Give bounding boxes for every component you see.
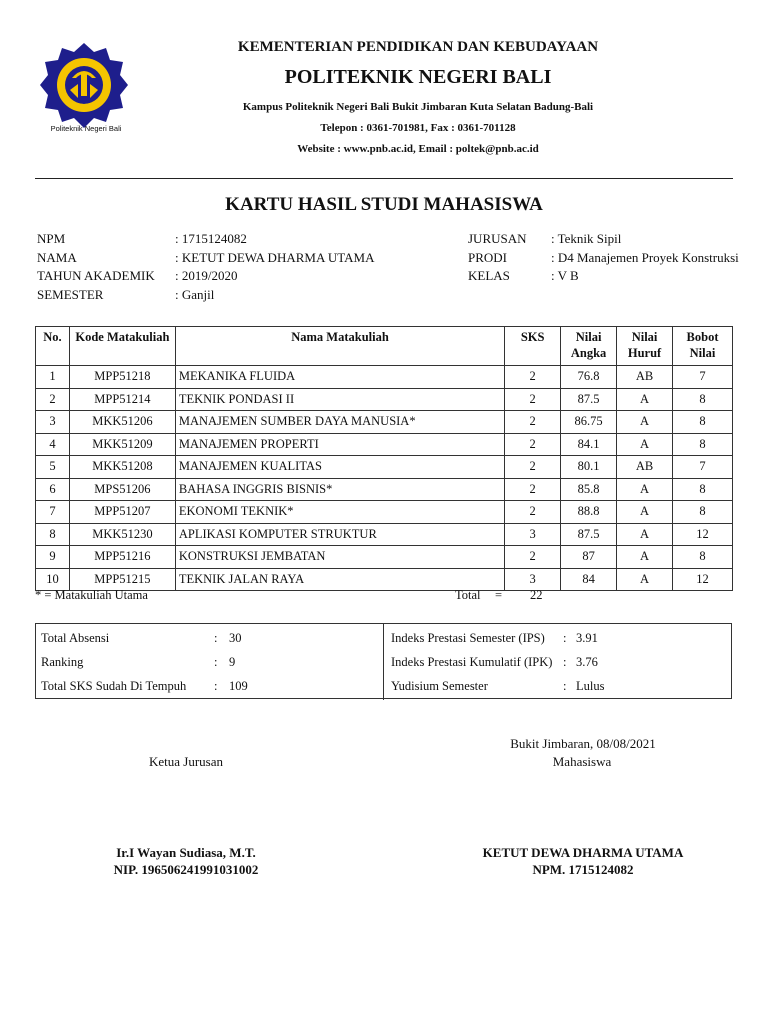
col-nilai-angka: 80.1 xyxy=(561,456,617,479)
col-header-nilai-huruf: Nilai Huruf xyxy=(617,327,673,366)
col-sks: 2 xyxy=(505,478,561,501)
col-nama: APLIKASI KOMPUTER STRUKTUR xyxy=(175,523,504,546)
col-no: 8 xyxy=(36,523,70,546)
col-nilai-angka: 87.5 xyxy=(561,388,617,411)
summary-row-ips xyxy=(391,631,598,646)
col-nama: MANAJEMEN SUMBER DAYA MANUSIA* xyxy=(175,411,504,434)
table-row xyxy=(36,501,733,524)
info-value: : D4 Manajemen Proyek Konstruksi xyxy=(551,249,739,265)
student-info-right xyxy=(468,230,739,286)
info-row-kelas xyxy=(468,267,739,286)
info-label: JURUSAN xyxy=(468,231,527,246)
summary-label: Yudisium Semester xyxy=(391,679,488,693)
col-nilai-huruf: A xyxy=(617,568,673,591)
summary-row-total-sks xyxy=(41,679,248,694)
col-bobot-nilai: 7 xyxy=(673,456,733,479)
total-label: Total xyxy=(455,588,481,602)
col-nilai-huruf: A xyxy=(617,523,673,546)
col-no: 10 xyxy=(36,568,70,591)
col-nilai-huruf: A xyxy=(617,411,673,434)
summary-value: 9 xyxy=(229,655,236,669)
col-kode: MPS51206 xyxy=(69,478,175,501)
info-row-prodi xyxy=(468,249,739,268)
table-row xyxy=(36,478,733,501)
place-date: Bukit Jimbaran, 08/08/2021 xyxy=(510,736,656,751)
table-row xyxy=(36,456,733,479)
summary-sep: : xyxy=(214,631,218,645)
col-sks: 2 xyxy=(505,501,561,524)
summary-row-ipk xyxy=(391,655,598,670)
col-sks: 3 xyxy=(505,523,561,546)
col-nilai-huruf: A xyxy=(617,478,673,501)
summary-label: Total SKS Sudah Di Tempuh xyxy=(41,679,187,693)
col-kode: MPP51214 xyxy=(69,388,175,411)
col-nilai-angka: 87 xyxy=(561,546,617,569)
summary-row-total-absensi xyxy=(41,631,242,646)
table-row xyxy=(36,388,733,411)
col-no: 5 xyxy=(36,456,70,479)
summary-value: 30 xyxy=(229,631,242,645)
summary-row-ranking xyxy=(41,655,235,670)
col-no: 6 xyxy=(36,478,70,501)
info-label: TAHUN AKADEMIK xyxy=(37,268,155,283)
info-label: NAMA xyxy=(37,249,77,265)
info-value: : V B xyxy=(551,268,579,283)
institution-address: Kampus Politeknik Negeri Bali Bukit Jimbaran Kuta Selatan Badung-Bali xyxy=(242,101,594,113)
info-value: : Teknik Sipil xyxy=(551,231,622,246)
col-nilai-huruf: A xyxy=(617,433,673,456)
institution-name: POLITEKNIK NEGERI BALI xyxy=(284,66,552,88)
col-bobot-nilai: 8 xyxy=(673,388,733,411)
table-row xyxy=(36,411,733,434)
summary-label: Indeks Prestasi Semester (IPS) xyxy=(391,631,545,645)
col-nama: MANAJEMEN PROPERTI xyxy=(175,433,504,456)
col-nilai-huruf: AB xyxy=(617,366,673,389)
col-no: 3 xyxy=(36,411,70,434)
summary-value: 3.76 xyxy=(576,655,598,669)
col-bobot-nilai: 8 xyxy=(673,433,733,456)
grades-table-body xyxy=(36,366,733,591)
col-bobot-nilai: 8 xyxy=(673,411,733,434)
summary-sep: : xyxy=(563,655,567,669)
summary-sep: : xyxy=(214,679,218,693)
col-nama: MEKANIKA FLUIDA xyxy=(175,366,504,389)
info-row-nama xyxy=(37,249,375,268)
summary-box xyxy=(35,623,732,699)
grades-table xyxy=(35,326,733,591)
col-sks: 2 xyxy=(505,388,561,411)
institution-website: Website : www.pnb.ac.id, Email : poltek@pnb.ac.id xyxy=(297,143,539,155)
info-row-npm xyxy=(37,230,375,249)
right-signatory-npm: NPM. 1715124082 xyxy=(532,862,634,877)
info-value: : 2019/2020 xyxy=(175,268,238,283)
col-nilai-angka: 76.8 xyxy=(561,366,617,389)
col-bobot-nilai: 8 xyxy=(673,546,733,569)
info-row-jurusan xyxy=(468,230,739,249)
document-title: KARTU HASIL STUDI MAHASISWA xyxy=(225,194,543,215)
col-sks: 3 xyxy=(505,568,561,591)
col-sks: 2 xyxy=(505,456,561,479)
col-nilai-angka: 85.8 xyxy=(561,478,617,501)
col-kode: MKK51209 xyxy=(69,433,175,456)
col-nama: KONSTRUKSI JEMBATAN xyxy=(175,546,504,569)
col-kode: MPP51215 xyxy=(69,568,175,591)
summary-row-yudisium xyxy=(391,679,604,694)
col-header-no: No. xyxy=(36,327,70,366)
col-kode: MKK51230 xyxy=(69,523,175,546)
col-nilai-angka: 87.5 xyxy=(561,523,617,546)
col-no: 1 xyxy=(36,366,70,389)
summary-divider xyxy=(383,624,384,700)
summary-value: 3.91 xyxy=(576,631,598,645)
col-header-nama: Nama Matakuliah xyxy=(175,327,504,366)
info-value: : Ganjil xyxy=(175,286,215,302)
info-value: : KETUT DEWA DHARMA UTAMA xyxy=(175,249,375,265)
summary-label: Ranking xyxy=(41,655,84,669)
col-nilai-huruf: AB xyxy=(617,456,673,479)
col-nilai-angka: 84 xyxy=(561,568,617,591)
table-row xyxy=(36,433,733,456)
col-bobot-nilai: 7 xyxy=(673,366,733,389)
summary-sep: : xyxy=(563,631,567,645)
col-sks: 2 xyxy=(505,411,561,434)
col-nilai-angka: 88.8 xyxy=(561,501,617,524)
info-row-tahun-akademik xyxy=(37,267,375,286)
info-label: PRODI xyxy=(468,249,508,265)
logo-caption: Politeknik Negeri Bali xyxy=(50,124,122,133)
info-row-semester xyxy=(37,286,375,305)
col-nama: MANAJEMEN KUALITAS xyxy=(175,456,504,479)
col-sks: 2 xyxy=(505,433,561,456)
left-signatory-nip: NIP. 196506241991031002 xyxy=(113,862,259,877)
col-kode: MKK51208 xyxy=(69,456,175,479)
col-nilai-huruf: A xyxy=(617,501,673,524)
col-no: 9 xyxy=(36,546,70,569)
col-header-kode: Kode Matakuliah xyxy=(69,327,175,366)
summary-value: 109 xyxy=(229,679,248,693)
col-nilai-angka: 84.1 xyxy=(561,433,617,456)
col-kode: MPP51207 xyxy=(69,501,175,524)
col-no: 2 xyxy=(36,388,70,411)
student-info-left xyxy=(37,230,375,304)
col-no: 7 xyxy=(36,501,70,524)
summary-sep: : xyxy=(214,655,218,669)
col-kode: MKK51206 xyxy=(69,411,175,434)
col-sks: 2 xyxy=(505,546,561,569)
footnote: * = Matakuliah Utama xyxy=(35,588,148,602)
table-row xyxy=(36,523,733,546)
table-header-row xyxy=(36,327,733,366)
info-value: : 1715124082 xyxy=(175,231,247,246)
col-kode: MPP51218 xyxy=(69,366,175,389)
col-header-nilai-angka: Nilai Angka xyxy=(561,327,617,366)
col-nilai-huruf: A xyxy=(617,546,673,569)
col-nama: TEKNIK PONDASI II xyxy=(175,388,504,411)
col-header-sks: SKS xyxy=(505,327,561,366)
total-sks-value: 22 xyxy=(530,588,543,602)
left-signatory-role: Ketua Jurusan xyxy=(148,754,223,769)
summary-value: Lulus xyxy=(576,679,605,693)
col-bobot-nilai: 8 xyxy=(673,501,733,524)
col-nama: TEKNIK JALAN RAYA xyxy=(175,568,504,591)
col-nilai-angka: 86.75 xyxy=(561,411,617,434)
info-label: NPM xyxy=(37,231,66,246)
right-signatory-name: KETUT DEWA DHARMA UTAMA xyxy=(482,845,684,860)
left-signatory-name: Ir.I Wayan Sudiasa, M.T. xyxy=(116,845,256,860)
summary-sep: : xyxy=(563,679,567,693)
col-bobot-nilai: 12 xyxy=(673,568,733,591)
institution-phone: Telepon : 0361-701981, Fax : 0361-701128 xyxy=(320,122,516,134)
col-nilai-huruf: A xyxy=(617,388,673,411)
col-nama: EKONOMI TEKNIK* xyxy=(175,501,504,524)
info-label: KELAS xyxy=(468,268,510,283)
summary-label: Indeks Prestasi Kumulatif (IPK) xyxy=(391,655,553,669)
col-nama: BAHASA INGGRIS BISNIS* xyxy=(175,478,504,501)
total-equals: = xyxy=(495,588,503,602)
summary-label: Total Absensi xyxy=(41,631,110,645)
ministry-name: KEMENTERIAN PENDIDIKAN DAN KEBUDAYAAN xyxy=(237,39,599,55)
right-signatory-role: Mahasiswa xyxy=(552,754,612,769)
col-bobot-nilai: 12 xyxy=(673,523,733,546)
col-kode: MPP51216 xyxy=(69,546,175,569)
col-sks: 2 xyxy=(505,366,561,389)
header-divider xyxy=(35,178,733,179)
col-no: 4 xyxy=(36,433,70,456)
table-row xyxy=(36,366,733,389)
table-row xyxy=(36,546,733,569)
col-bobot-nilai: 8 xyxy=(673,478,733,501)
info-label: SEMESTER xyxy=(37,286,104,302)
col-header-bobot-nilai: Bobot Nilai xyxy=(673,327,733,366)
